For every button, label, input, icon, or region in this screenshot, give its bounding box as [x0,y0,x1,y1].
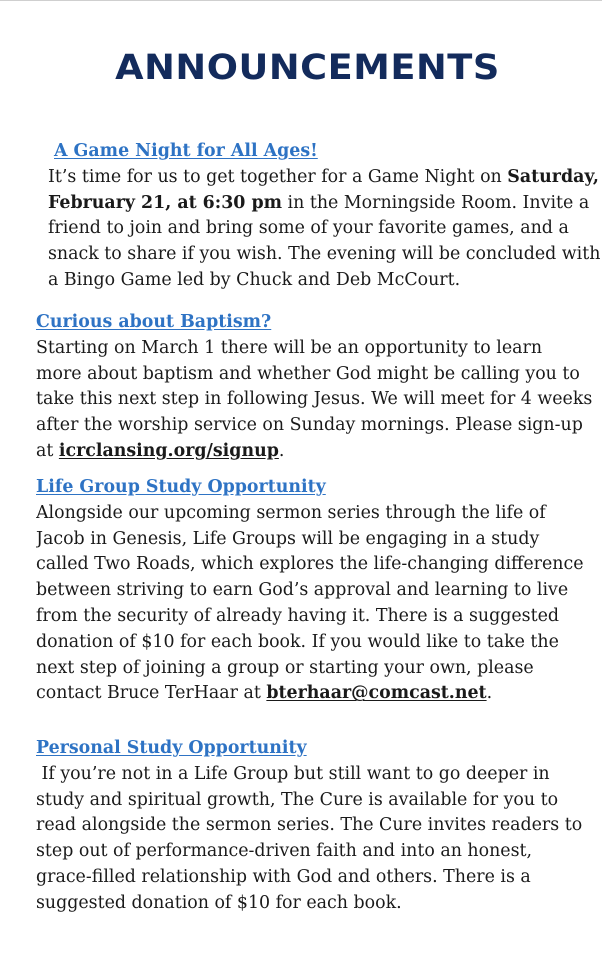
game-night-heading[interactable]: A Game Night for All Ages! [54,141,318,161]
baptism-line-1: Starting on March 1 there will be an opportunity to learn [36,337,543,358]
page-title: ANNOUNCEMENTS [115,48,500,88]
life-group-line-8 [36,681,602,707]
baptism-line-3: take this next step in following Jesus. We will meet for 4 weeks [36,389,593,410]
personal-study-announcement [36,736,602,917]
game-night-date-time: February 21, at 6:30 pm [48,192,283,213]
top-divider [0,0,602,1]
game-night-line-3: friend to join and bring some of your favorite games, and a [48,218,569,239]
personal-study-line-3: read alongside the sermon series. The Cure invites readers to [36,815,583,836]
game-night-line-1 [48,165,602,191]
game-night-day: Saturday, [507,166,599,187]
baptism-heading[interactable]: Curious about Baptism? [36,312,272,332]
personal-study-line-2: study and spiritual growth, The Cure is available for you to [36,789,559,810]
game-night-text: It’s time for us to get together for a Game Night on [48,166,508,187]
life-group-line-4: between striving to earn God’s approval and learning to live [36,580,569,601]
personal-study-line-6: suggested donation of $10 for each book. [36,892,402,913]
personal-study-line-5: grace-filled relationship with God and others. There is a [36,866,531,887]
life-group-line-3: called Two Roads, which explores the life-changing difference [36,554,584,575]
life-group-text: contact Bruce TerHaar at [36,683,267,704]
baptism-text: . [278,440,285,461]
life-group-line-1: Alongside our upcoming sermon series through the life of [36,502,546,523]
game-night-line-2 [48,191,602,217]
personal-study-line-4: step out of performance-driven faith and into an honest, [36,841,533,862]
baptism-line-2: more about baptism and whether God might be calling you to [36,363,580,384]
life-group-heading[interactable]: Life Group Study Opportunity [36,477,326,497]
life-group-line-2: Jacob in Genesis, Life Groups will be engaging in a study [36,528,540,549]
game-night-text: in the Morningside Room. Invite a [282,192,590,213]
personal-study-heading[interactable]: Personal Study Opportunity [36,738,307,758]
game-night-line-4: snack to share if you wish. The evening will be concluded with [48,244,601,265]
life-group-line-7: next step of joining a group or starting your own, please [36,657,534,678]
game-night-line-5: a Bingo Game led by Chuck and Deb McCourt. [48,269,461,290]
baptism-announcement [36,310,602,465]
baptism-text: at [36,440,59,461]
life-group-announcement [36,475,602,707]
baptism-line-5 [36,439,602,465]
email-link[interactable]: bterhaar@comcast.net [266,683,487,704]
life-group-line-6: donation of $10 for each book. If you would like to take the [36,631,559,652]
life-group-line-5: from the security of already having it. There is a suggested [36,605,560,626]
baptism-line-4: after the worship service on Sunday mornings. Please sign-up [36,415,583,436]
personal-study-line-1: If you’re not in a Life Group but still want to go deeper in [36,763,550,784]
life-group-text: . [486,683,493,704]
signup-link[interactable]: icrclansing.org/signup [58,440,279,461]
game-night-announcement [48,139,602,294]
